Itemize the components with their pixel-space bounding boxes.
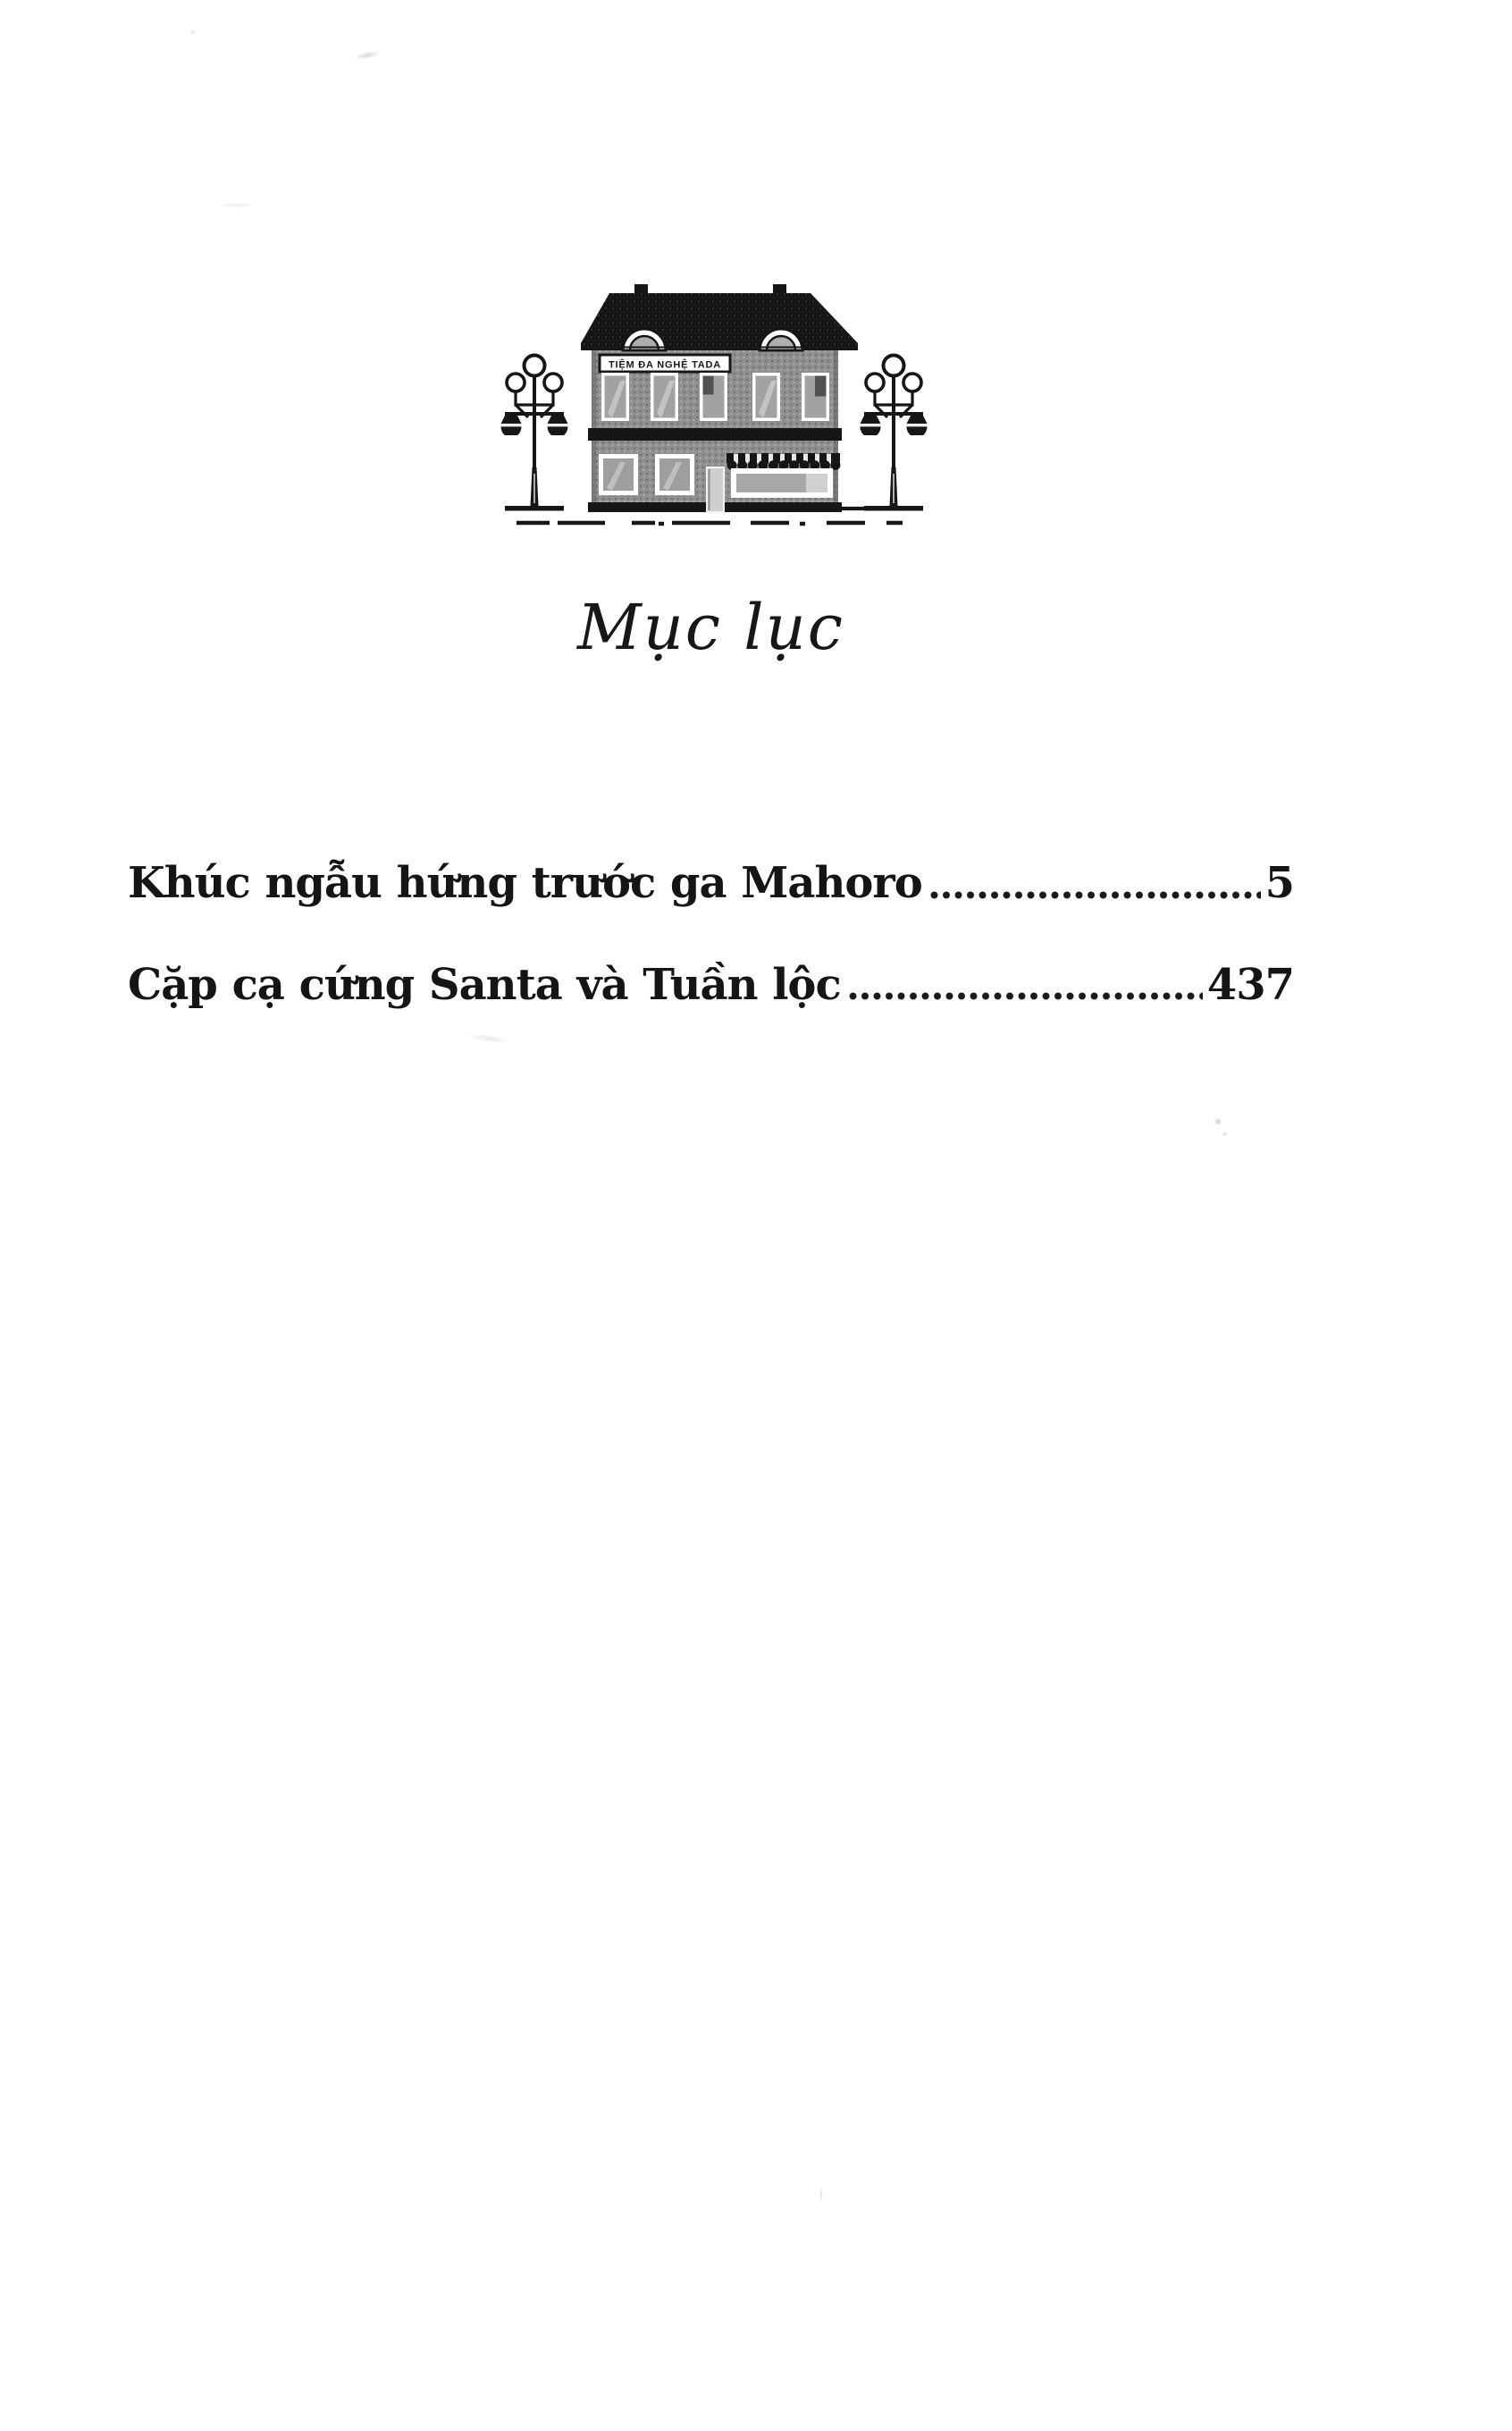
scan-speck [1222,1131,1228,1137]
floor-band [588,428,842,441]
roof [581,284,858,350]
storefront-window [731,468,833,498]
street-lamp-right [861,356,928,511]
shop-sign-text: TIỆM ĐA NGHỆ TADA [608,359,722,371]
shop-door [707,467,724,512]
scan-speck [819,2186,823,2202]
street-lamp-left [501,356,568,511]
toc-entry [128,858,1294,910]
toc-entry [128,960,1294,1012]
toc-entry-page-number: 437 [1206,959,1294,1010]
toc-entry-title: Cặp cạ cứng Santa và Tuần lộc [128,959,841,1010]
dot-leader [849,992,1203,1000]
scan-speck [218,202,257,208]
scan-speck [1214,1117,1222,1126]
scan-speck [189,30,197,35]
toc-entry-page-number: 5 [1264,858,1294,908]
table-of-contents [128,858,1294,1011]
dot-leader [930,891,1261,899]
scan-speck [354,49,382,61]
storefront-awning [727,453,840,470]
scan-speck [467,1032,511,1045]
storefront-illustration [483,284,947,536]
storefront-illustration-svg [483,284,947,536]
shop-building [581,284,858,512]
toc-entry-title: Khúc ngẫu hứng trước ga Mahoro [128,858,922,908]
shop-sign [600,355,730,372]
page-title: Mục lục [577,591,844,664]
